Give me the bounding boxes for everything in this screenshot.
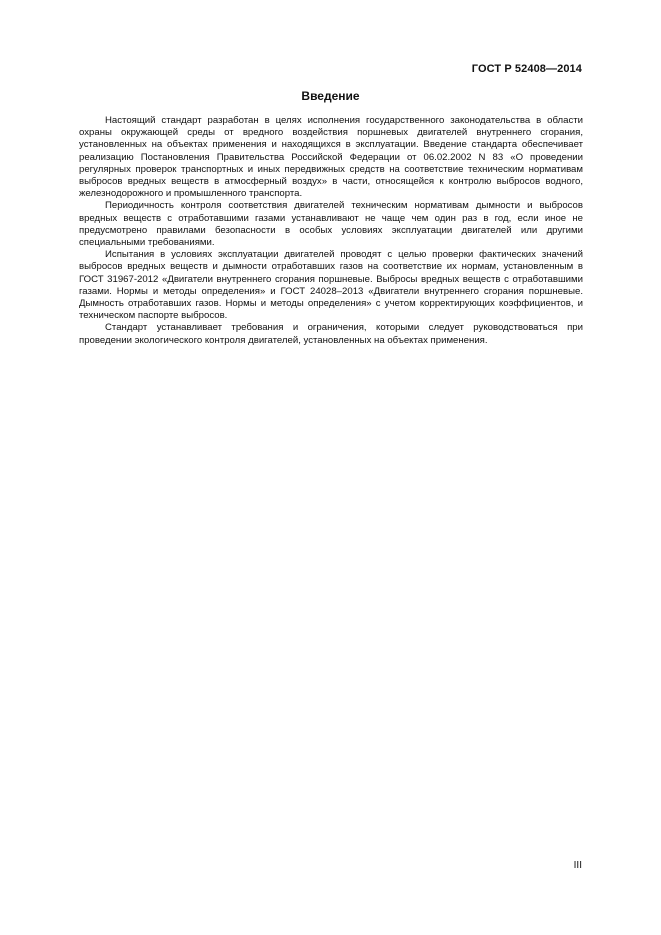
paragraph: Испытания в условиях эксплуатации двигателей проводят с целью проверки фактических значений выбросов вредных веществ и дымности отработавших газов на соответствие их нормам, установленным в ГОСТ 31967-2012 «Двигатели внутреннего сгорания поршневые. Выбросы вредных веществ с отработавшими газами. Нормы и методы определения» и ГОСТ 24028–2013 «Двигатели внутреннего сгорания поршневые. Дымность отработавших газов. Нормы и методы определения» с учетом корректирующих коэффициентов, и техническом паспорте выбросов. [79,249,583,322]
page-number: III [573,860,582,871]
introduction-body [79,115,583,347]
paragraph: Периодичность контроля соответствия двигателей техническим нормативам дымности и выбросов вредных веществ с отработавшими газами устанавливают не чаще чем один раз в год, если иное не предусмотрено правилами безопасности в особых условиях эксплуатации двигателей или другими специальными требованиями. [79,200,583,249]
paragraph: Стандарт устанавливает требования и ограничения, которыми следует руководствоваться при проведении экологического контроля двигателей, установленных на объектах применения. [79,322,583,346]
section-title: Введение [301,89,360,103]
paragraph: Настоящий стандарт разработан в целях исполнения государственного законодательства в области охраны окружающей среды от вредного воздействия поршневых двигателей внутреннего сгорания, установленных на объектах применения и находящихся в эксплуатации. Введение стандарта обеспечивает реализацию Постановления Правительства Российской Федерации от 06.02.2002 N 83 «О проведении регулярных проверок транспортных и иных передвижных средств на соответствие техническим нормативам выбросов вредных веществ в атмосферный воздух» в части, относящейся к контролю выбросов водного, железнодорожного и промышленного транспорта. [79,115,583,200]
document-code: ГОСТ Р 52408—2014 [471,63,582,75]
